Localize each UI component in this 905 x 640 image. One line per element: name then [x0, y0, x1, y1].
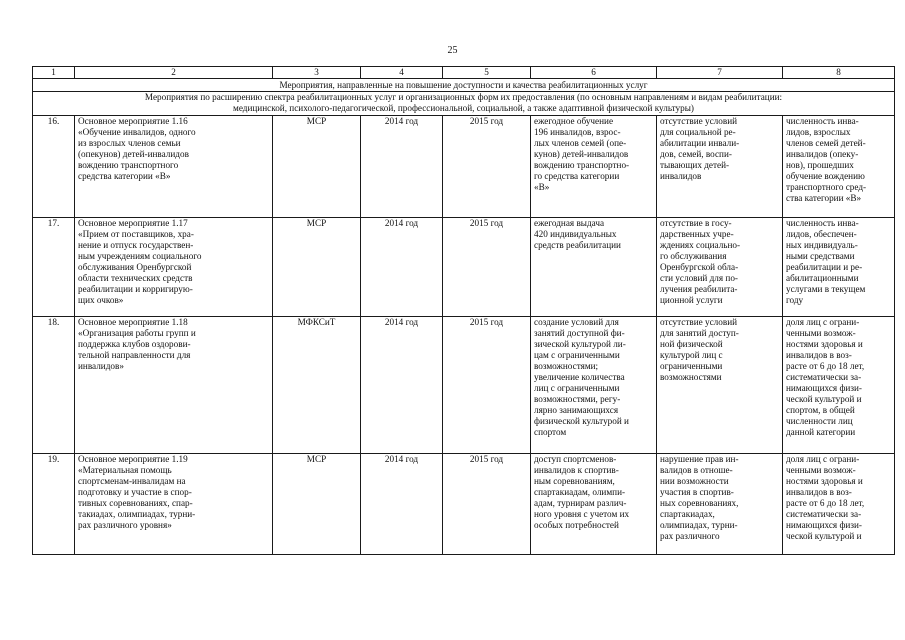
non-implementation-consequences: отсутствие в госу- дарственных учре- ждениях социально- го обслуживания Оренбургской обла- сти условий для по- лучения реабилита- ционной услуги — [657, 218, 783, 317]
start-year: 2014 год — [361, 218, 443, 317]
end-year: 2015 год — [443, 218, 531, 317]
linked-indicator: численность инва- лидов, взрослых членов семей детей- инвалидов (опеку- нов), прошедших обучение вождению транспортного сред- ства категории «В» — [783, 116, 895, 218]
column-number: 7 — [657, 67, 783, 79]
column-number: 8 — [783, 67, 895, 79]
non-implementation-consequences: отсутствие условий для занятий доступ- ной физической культурой лиц с ограниченными возможностями — [657, 317, 783, 454]
row-number: 19. — [33, 454, 75, 555]
program-activities-table — [32, 66, 895, 555]
column-number: 3 — [273, 67, 361, 79]
event-name: Основное мероприятие 1.17 «Прием от поставщиков, хра- нение и отпуск государствен- ным учреждениям социального обслуживания Оренбургской области технических средств реабилитации и корригирую- щих очков» — [75, 218, 273, 317]
expected-result: доступ спортсменов- инвалидов к спортив- ным соревнованиям, спартакиадам, олимпи- адам, турнирам различ- ного уровня с учетом их особых потребностей — [531, 454, 657, 555]
table-row — [33, 454, 895, 555]
column-number: 1 — [33, 67, 75, 79]
table-row — [33, 317, 895, 454]
start-year: 2014 год — [361, 454, 443, 555]
column-number: 5 — [443, 67, 531, 79]
table-row — [33, 218, 895, 317]
non-implementation-consequences: отсутствие условий для социальной ре- абилитации инвали- дов, семей, воспи- тывающих детей- инвалидов — [657, 116, 783, 218]
end-year: 2015 год — [443, 317, 531, 454]
event-name: Основное мероприятие 1.19 «Материальная помощь спортсменам-инвалидам на подготовку и участие в спор- тивных соревнованиях, спар- такиадах, олимпиадах, турни- рах различного уровня» — [75, 454, 273, 555]
non-implementation-consequences: нарушение прав ин- валидов в отноше- нии возможности участия в спортив- ных соревнованиях, спартакиадах, олимпиадах, турни- рах различного — [657, 454, 783, 555]
subsection-heading-row — [33, 92, 895, 116]
executor: МФКСиТ — [273, 317, 361, 454]
linked-indicator: доля лиц с ограни- ченными возмож- ностями здоровья и инвалидов в воз- расте от 6 до 18 лет, систематически за- нимающихся физи- ческой культурой и спортом, в общей численности лиц данной категории — [783, 317, 895, 454]
row-number: 17. — [33, 218, 75, 317]
executor: МСР — [273, 218, 361, 317]
expected-result: ежегодная выдача 420 индивидуальных средств реабилитации — [531, 218, 657, 317]
event-name: Основное мероприятие 1.18 «Организация работы групп и поддержка клубов оздорови- тельной направленности для инвалидов» — [75, 317, 273, 454]
expected-result: создание условий для занятий доступной фи- зической культурой ли- цам с ограниченными возможностями; увеличение количества лиц с ограниченными возможностями, регу- лярно занимающихся физической культурой и спортом — [531, 317, 657, 454]
table-row — [33, 116, 895, 218]
event-name: Основное мероприятие 1.16 «Обучение инвалидов, одного из взрослых членов семьи (опекунов) детей-инвалидов вождению транспортного средства категории «В» — [75, 116, 273, 218]
executor: МСР — [273, 454, 361, 555]
end-year: 2015 год — [443, 116, 531, 218]
expected-result: ежегодное обучение 196 инвалидов, взрос- лых членов семей (опе- кунов) детей-инвалидов вождению транспортно- го средства категории «В» — [531, 116, 657, 218]
start-year: 2014 год — [361, 116, 443, 218]
executor: МСР — [273, 116, 361, 218]
column-number-header-row — [33, 67, 895, 79]
end-year: 2015 год — [443, 454, 531, 555]
start-year: 2014 год — [361, 317, 443, 454]
subsection-title: Мероприятия по расширению спектра реабилитационных услуг и организационных форм их предоставления (по основным направлениям и видам реабилитации: медицинской, психолого-педагогической, профессиональной, социальной, а также адаптивной физической культуры) — [33, 92, 895, 116]
linked-indicator: доля лиц с ограни- ченными возмож- ностями здоровья и инвалидов в воз- расте от 6 до 18 лет, систематически за- нимающихся физи- ческой культурой и — [783, 454, 895, 555]
column-number: 4 — [361, 67, 443, 79]
section-heading-row — [33, 79, 895, 92]
column-number: 2 — [75, 67, 273, 79]
linked-indicator: численность инва- лидов, обеспечен- ных индивидуаль- ными средствами реабилитации и ре- абилитационными услугами в текущем году — [783, 218, 895, 317]
row-number: 18. — [33, 317, 75, 454]
section-title: Мероприятия, направленные на повышение доступности и качества реабилитационных услуг — [33, 79, 895, 92]
page-number: 25 — [447, 45, 458, 56]
column-number: 6 — [531, 67, 657, 79]
row-number: 16. — [33, 116, 75, 218]
